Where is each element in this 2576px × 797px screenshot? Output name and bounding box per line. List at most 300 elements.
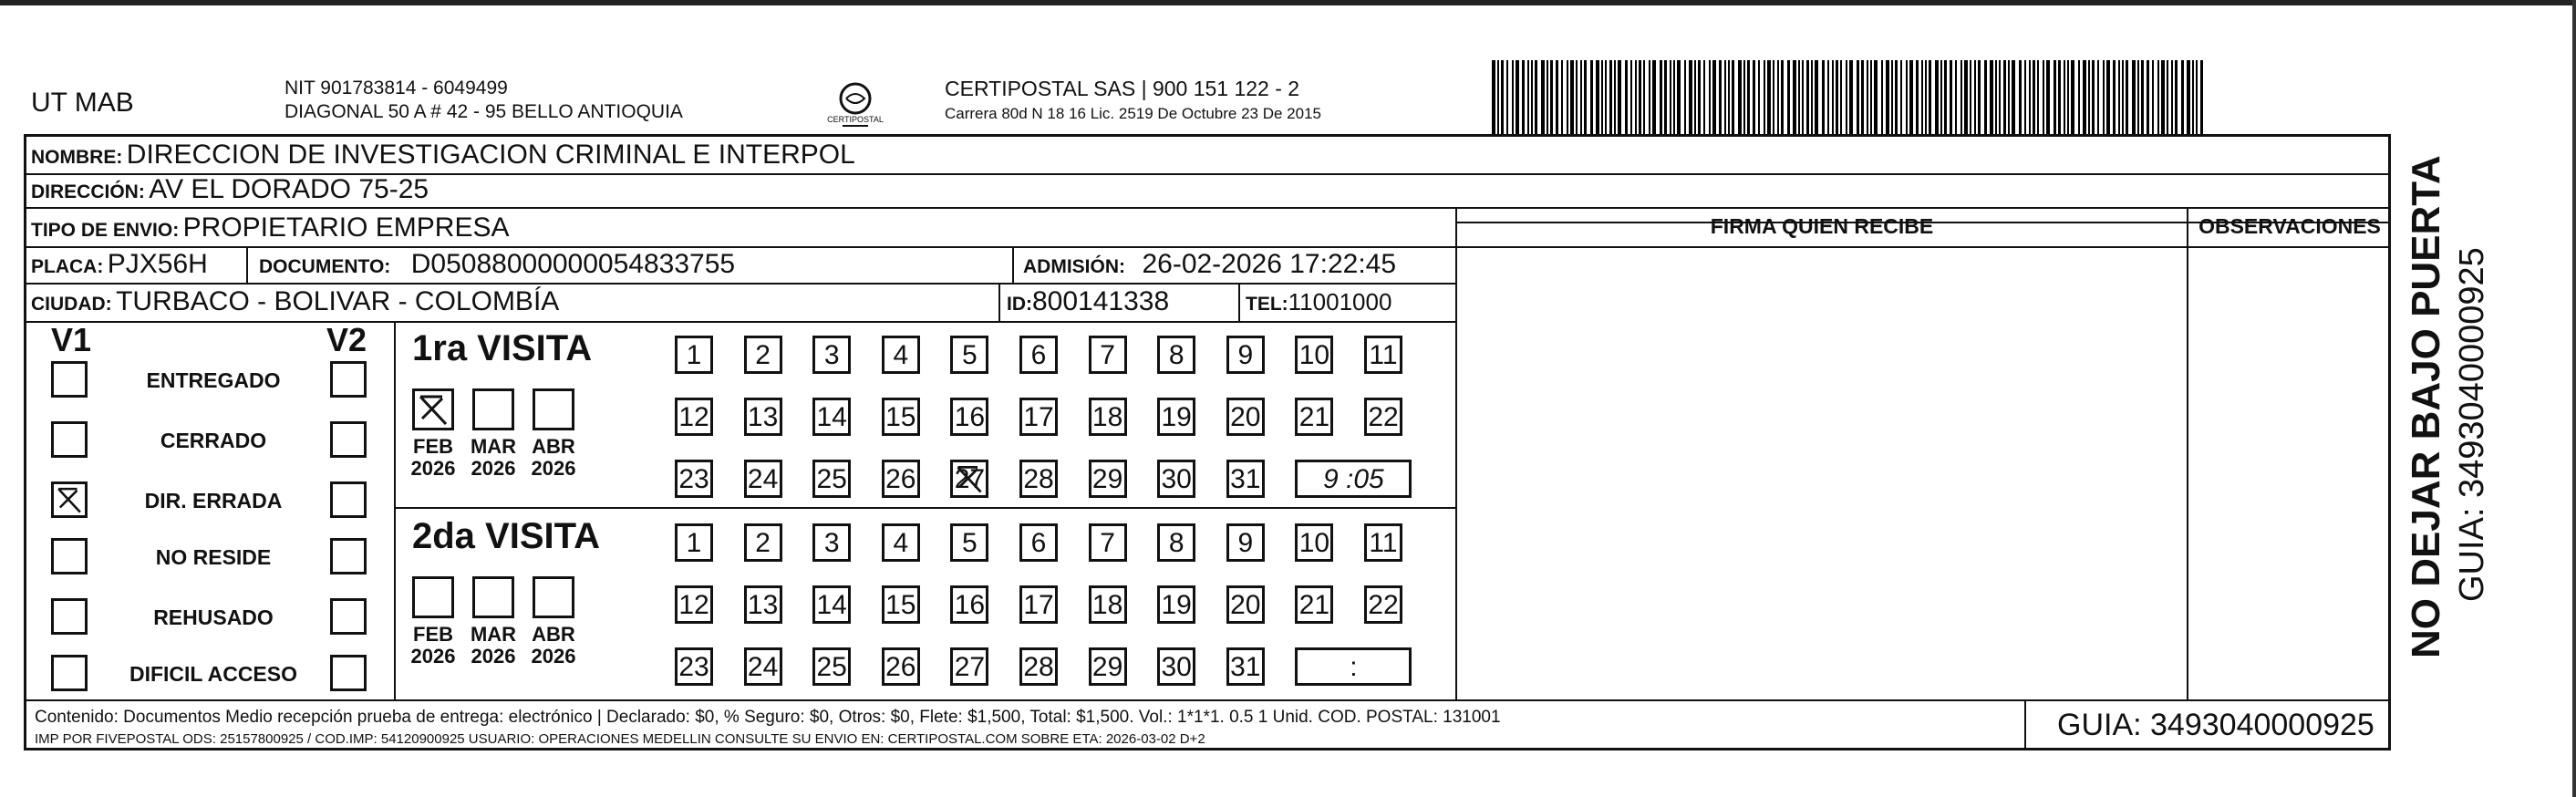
barcode-bar: [2192, 60, 2194, 137]
v2-header: V2: [326, 321, 367, 358]
barcode-bar: [2187, 60, 2190, 137]
barcode-bar: [1497, 60, 1499, 137]
time-box[interactable]: 9 :05: [1295, 460, 1412, 498]
day-box[interactable]: 23: [675, 460, 713, 498]
barcode-bar: [2147, 60, 2149, 137]
day-box[interactable]: 2: [744, 523, 782, 562]
month-label: [461, 624, 525, 668]
month-year: 2026: [471, 457, 516, 480]
day-box[interactable]: 12: [675, 585, 713, 624]
barcode-bar: [1798, 60, 1800, 137]
day-box[interactable]: 15: [882, 398, 920, 436]
day-box[interactable]: 7: [1089, 523, 1127, 562]
day-box[interactable]: 4: [882, 523, 920, 562]
day-box[interactable]: 17: [1019, 585, 1058, 624]
barcode-bar: [1743, 60, 1745, 137]
barcode-bar: [1630, 60, 1632, 137]
time-box[interactable]: :: [1295, 647, 1412, 686]
placa-value: PJX56H: [107, 249, 208, 279]
barcode-bar: [1950, 60, 1952, 137]
status-v2-checkbox[interactable]: [330, 598, 367, 635]
barcode-bar: [2029, 60, 2031, 137]
scan-edge-right: [2572, 0, 2576, 797]
status-label: CERRADO: [160, 429, 267, 452]
day-box[interactable]: 5: [950, 336, 988, 374]
barcode-bar: [1492, 60, 1495, 137]
tel-cell: [1246, 285, 1391, 323]
barcode-bar: [2126, 60, 2128, 137]
month-name: MAR: [470, 623, 517, 646]
status-label: ENTREGADO: [146, 368, 281, 392]
day-box[interactable]: 25: [812, 647, 851, 686]
barcode-bar: [1670, 60, 1671, 137]
barcode-bar: [1547, 60, 1548, 137]
status-v2-checkbox[interactable]: [330, 538, 367, 574]
day-box[interactable]: 4: [882, 336, 920, 374]
barcode-bar: [1974, 60, 1976, 137]
barcode-bar: [2003, 60, 2006, 137]
barcode-bar: [1728, 60, 1730, 137]
barcode-bar: [1635, 60, 1637, 137]
direccion-label: DIRECCIÓN:: [31, 181, 145, 202]
barcode-bar: [1764, 60, 1765, 137]
month-name: MAR: [470, 435, 517, 458]
barcode-bar: [1527, 60, 1529, 137]
day-box[interactable]: 22: [1364, 585, 1402, 624]
admision-label: ADMISIÓN:: [1023, 256, 1125, 277]
barcode-bar: [1712, 60, 1716, 137]
barcode-bar: [1935, 60, 1939, 137]
barcode-bar: [1512, 60, 1514, 137]
barcode-bar: [2118, 60, 2120, 137]
direccion-row: [31, 173, 429, 211]
status-v1-checkbox[interactable]: [51, 598, 88, 635]
barcode-bar: [1777, 60, 1779, 137]
scan-edge-top: [0, 0, 2576, 5]
barcode-bar: [2097, 60, 2099, 137]
barcode-bar: [2046, 60, 2050, 137]
month-checkbox[interactable]: [412, 576, 454, 618]
placa-cell: [31, 248, 208, 285]
barcode-bar: [1506, 60, 1508, 137]
barcode-bar: [1664, 60, 1667, 137]
barcode-bar: [1522, 60, 1525, 137]
footer-guia: GUIA: 3493040000925: [2057, 708, 2374, 742]
barcode-bar: [2196, 60, 2198, 137]
id-label: ID:: [1007, 294, 1032, 315]
barcode-bar: [1689, 60, 1692, 137]
day-box[interactable]: 28: [1019, 460, 1058, 498]
month-label: [401, 624, 465, 668]
barcode-bar: [1815, 60, 1818, 137]
day-box[interactable]: 9: [1226, 523, 1265, 562]
logo-text: CERTIPOSTAL: [827, 115, 884, 124]
barcode-bar: [1999, 60, 2001, 137]
barcode-bar: [1857, 60, 1859, 137]
documento-cell: [259, 248, 735, 285]
barcode-bar: [1984, 60, 1987, 137]
day-box[interactable]: 19: [1157, 398, 1195, 436]
barcode-bar: [1758, 60, 1760, 137]
day-box[interactable]: 11: [1364, 336, 1402, 374]
day-box[interactable]: 26: [882, 647, 920, 686]
barcode-bar: [1916, 60, 1919, 137]
sender-nit: NIT 901783814 - 6049499: [284, 78, 508, 98]
admision-value: 26-02-2026 17:22:45: [1142, 249, 1397, 279]
day-box[interactable]: 3: [812, 523, 851, 562]
barcode-bar: [2012, 60, 2015, 137]
barcode-bar: [1990, 60, 1993, 137]
barcode-bar: [1601, 60, 1603, 137]
barcode-bar: [1861, 60, 1864, 137]
barcode-bar: [1535, 60, 1537, 137]
day-box[interactable]: 22: [1364, 398, 1402, 436]
barcode-bar: [1732, 60, 1734, 137]
month-name: ABR: [532, 435, 575, 458]
admision-cell: [1023, 248, 1396, 285]
barcode-bar: [1970, 60, 1971, 137]
barcode-bar: [2171, 60, 2173, 137]
barcode-bar: [2043, 60, 2044, 137]
barcode-bar: [1909, 60, 1913, 137]
barcode-bar: [1618, 60, 1621, 137]
day-box[interactable]: 23: [675, 647, 713, 686]
barcode-bar: [1822, 60, 1825, 137]
barcode-bar: [1596, 60, 1599, 137]
barcode-bar: [1787, 60, 1790, 137]
barcode-bar: [1561, 60, 1563, 137]
barcode-bar: [2122, 60, 2124, 137]
day-box[interactable]: 27: [950, 647, 988, 686]
status-label: REHUSADO: [153, 606, 274, 629]
barcode-bar: [2037, 60, 2039, 137]
status-label: DIFICIL ACCESO: [129, 662, 297, 686]
nombre-row: [31, 139, 855, 176]
status-label: DIR. ERRADA: [144, 489, 283, 512]
sender-address: DIAGONAL 50 A # 42 - 95 BELLO ANTIOQUIA: [284, 101, 683, 122]
day-box[interactable]: 14: [812, 398, 851, 436]
barcode-bar: [1677, 60, 1681, 137]
barcode-bar: [2071, 60, 2074, 137]
status-label: NO RESIDE: [155, 545, 272, 569]
barcode-bar: [1840, 60, 1842, 137]
day-box[interactable]: 1: [675, 523, 713, 562]
barcode-bar: [1806, 60, 1809, 137]
carrier-name: CERTIPOSTAL SAS | 900 151 122 - 2: [945, 77, 1300, 100]
barcode-bar: [1849, 60, 1853, 137]
day-box[interactable]: 5: [950, 523, 988, 562]
barcode-bar: [2161, 60, 2165, 137]
day-box[interactable]: 3: [812, 336, 851, 374]
day-box[interactable]: 2: [744, 336, 782, 374]
barcode-bar: [1906, 60, 1908, 137]
barcode-bar: [2137, 60, 2139, 137]
day-box[interactable]: 17: [1019, 398, 1058, 436]
barcode: [1492, 60, 2221, 137]
month-year: 2026: [410, 457, 456, 480]
status-v1-checkbox[interactable]: [51, 481, 88, 518]
barcode-bar: [1836, 60, 1838, 137]
tipo-envio-value: PROPIETARIO EMPRESA: [182, 212, 510, 243]
barcode-bar: [2175, 60, 2178, 137]
month-checkbox[interactable]: [412, 388, 454, 430]
barcode-bar: [1811, 60, 1813, 137]
barcode-bar: [1501, 60, 1504, 137]
barcode-bar: [1684, 60, 1686, 137]
barcode-bar: [1978, 60, 1981, 137]
documento-label: DOCUMENTO:: [259, 256, 391, 277]
v1-header: V1: [51, 321, 92, 358]
barcode-bar: [1709, 60, 1711, 137]
barcode-bar: [1891, 60, 1893, 137]
firma-header: FIRMA QUIEN RECIBE: [1710, 214, 1934, 238]
barcode-bar: [1781, 60, 1784, 137]
barcode-bar: [2141, 60, 2144, 137]
barcode-bar: [1995, 60, 1997, 137]
tipo-envio-label: TIPO DE ENVIO:: [31, 220, 180, 241]
nombre-value: DIRECCION DE INVESTIGACION CRIMINAL E INTERPOL: [126, 140, 855, 170]
barcode-bar: [2113, 60, 2116, 137]
barcode-bar: [1867, 60, 1868, 137]
barcode-bar: [1955, 60, 1957, 137]
id-value: 800141338: [1032, 286, 1170, 316]
month-checkbox[interactable]: [533, 388, 574, 430]
barcode-bar: [2092, 60, 2095, 137]
barcode-bar: [2054, 60, 2056, 137]
day-box[interactable]: 28: [1019, 647, 1058, 686]
month-label: [522, 436, 585, 480]
day-box[interactable]: 20: [1226, 398, 1265, 436]
barcode-bar: [1846, 60, 1847, 137]
certipostal-logo-icon: [828, 78, 883, 133]
status-v1-checkbox[interactable]: [51, 538, 88, 574]
barcode-bar: [1881, 60, 1883, 137]
visit-title: 1ra VISITA: [412, 328, 593, 368]
barcode-bar: [2152, 60, 2154, 137]
day-box[interactable]: 7: [1089, 336, 1127, 374]
barcode-bar: [1870, 60, 1872, 137]
visit-title: 2da VISITA: [412, 516, 600, 556]
status-v2-checkbox[interactable]: [330, 655, 367, 691]
barcode-bar: [2024, 60, 2026, 137]
ciudad-cell: [31, 285, 559, 323]
day-box[interactable]: 30: [1157, 647, 1195, 686]
barcode-bar: [1614, 60, 1616, 137]
barcode-bar: [1921, 60, 1923, 137]
day-box[interactable]: 31: [1226, 647, 1265, 686]
month-year: 2026: [531, 645, 576, 668]
day-box[interactable]: 30: [1157, 460, 1195, 498]
barcode-bar: [2088, 60, 2090, 137]
barcode-bar: [1944, 60, 1947, 137]
barcode-bar: [1516, 60, 1519, 137]
barcode-bar: [1925, 60, 1927, 137]
sender-name: UT MAB: [31, 88, 134, 118]
day-box[interactable]: 16: [950, 585, 988, 624]
placa-label: PLACA:: [31, 256, 104, 277]
barcode-bar: [1874, 60, 1878, 137]
barcode-bar: [1605, 60, 1607, 137]
month-checkbox[interactable]: [472, 576, 514, 618]
status-v2-checkbox[interactable]: [330, 361, 367, 398]
barcode-bar: [1643, 60, 1645, 137]
month-year: 2026: [531, 457, 576, 480]
barcode-bar: [1590, 60, 1593, 137]
barcode-bar: [1773, 60, 1774, 137]
status-v2-checkbox[interactable]: [330, 421, 367, 458]
barcode-bar: [2106, 60, 2110, 137]
barcode-bar: [1639, 60, 1641, 137]
day-box[interactable]: 29: [1089, 460, 1127, 498]
day-box[interactable]: 10: [1295, 523, 1333, 562]
month-label: [461, 436, 525, 480]
month-year: 2026: [410, 645, 456, 668]
status-v2-checkbox[interactable]: [330, 481, 367, 518]
barcode-bar: [1584, 60, 1587, 137]
barcode-bar: [1793, 60, 1796, 137]
barcode-bar: [1929, 60, 1931, 137]
direccion-value: AV EL DORADO 75-25: [149, 174, 429, 204]
barcode-bar: [1724, 60, 1726, 137]
month-checkbox[interactable]: [533, 576, 574, 618]
day-box[interactable]: 9: [1226, 336, 1265, 374]
barcode-bar: [1580, 60, 1582, 137]
day-box[interactable]: 27: [950, 460, 988, 498]
barcode-bar: [1694, 60, 1696, 137]
footer-print-info: IMP POR FIVEPOSTAL ODS: 25157800925 / COD.IMP: 54120900925 USUARIO: OPERACIONES MEDELLIN CONSULTE SU ENVIO EN: CERTIPOSTAL.COM SOBRE ETA: 2026-03-02 D+2: [35, 731, 1205, 747]
barcode-bar: [1886, 60, 1889, 137]
barcode-bar: [2181, 60, 2184, 137]
status-v1-checkbox[interactable]: [51, 421, 88, 458]
barcode-bar: [1531, 60, 1533, 137]
day-box[interactable]: 1: [675, 336, 713, 374]
barcode-bar: [1625, 60, 1628, 137]
month-name: FEB: [413, 435, 453, 458]
barcode-bar: [2083, 60, 2086, 137]
barcode-bar: [2078, 60, 2080, 137]
handwritten-check-icon: [415, 391, 451, 428]
day-box[interactable]: 14: [812, 585, 851, 624]
barcode-bar: [2200, 60, 2203, 137]
barcode-bar: [1698, 60, 1701, 137]
barcode-bar: [1541, 60, 1545, 137]
status-v1-checkbox[interactable]: [51, 655, 88, 691]
side-warning: NO DEJAR BAJO PUERTA: [2404, 155, 2448, 658]
barcode-bar: [1660, 60, 1662, 137]
month-label: [401, 436, 465, 480]
ciudad-label: CIUDAD:: [31, 294, 112, 315]
barcode-bar: [1556, 60, 1558, 137]
tipo-envio-row: [31, 212, 510, 249]
barcode-bar: [2008, 60, 2010, 137]
day-box[interactable]: 24: [744, 647, 782, 686]
day-box[interactable]: 13: [744, 585, 782, 624]
ciudad-value: TURBACO - BOLIVAR - COLOMBÍA: [116, 286, 560, 316]
barcode-bar: [1703, 60, 1705, 137]
day-box[interactable]: 31: [1226, 460, 1265, 498]
carrier-license: Carrera 80d N 18 16 Lic. 2519 De Octubre 23 De 2015: [945, 105, 1321, 122]
side-guia: GUIA: 3493040000925: [2453, 247, 2491, 602]
day-box[interactable]: 18: [1089, 398, 1127, 436]
barcode-bar: [1964, 60, 1968, 137]
barcode-bar: [2058, 60, 2061, 137]
handwritten-check-icon: [54, 484, 85, 515]
day-box[interactable]: 8: [1157, 523, 1195, 562]
day-box[interactable]: 8: [1157, 336, 1195, 374]
tel-value: 11001000: [1288, 288, 1392, 316]
barcode-bar: [1747, 60, 1750, 137]
barcode-bar: [1649, 60, 1650, 137]
barcode-bar: [1832, 60, 1834, 137]
day-box[interactable]: 20: [1226, 585, 1265, 624]
day-box[interactable]: 19: [1157, 585, 1195, 624]
barcode-bar: [1827, 60, 1829, 137]
barcode-bar: [2167, 60, 2168, 137]
barcode-bar: [2033, 60, 2035, 137]
footer-contents: Contenido: Documentos Medio recepción prueba de entrega: electrónico | Declarado: $0, % Seguro: $0, Otros: $0, Flete: $1,500, Total: $1,500. Vol.: 1*1*1. 0.5 1 Unid. COD. POSTAL: 131001: [35, 708, 1501, 727]
barcode-bar: [1673, 60, 1675, 137]
barcode-bar: [2019, 60, 2022, 137]
barcode-bar: [1550, 60, 1553, 137]
month-checkbox[interactable]: [472, 388, 514, 430]
day-box[interactable]: 25: [812, 460, 851, 498]
barcode-bar: [1567, 60, 1568, 137]
barcode-bar: [2157, 60, 2159, 137]
month-name: FEB: [413, 623, 453, 646]
day-box[interactable]: 18: [1089, 585, 1127, 624]
barcode-bar: [1960, 60, 1962, 137]
barcode-bar: [1900, 60, 1902, 137]
status-v1-checkbox[interactable]: [51, 361, 88, 398]
day-box[interactable]: 29: [1089, 647, 1127, 686]
barcode-bar: [1767, 60, 1771, 137]
month-year: 2026: [471, 645, 516, 668]
barcode-bar: [2103, 60, 2105, 137]
day-box[interactable]: 6: [1019, 523, 1058, 562]
barcode-bar: [1652, 60, 1656, 137]
day-box[interactable]: 11: [1364, 523, 1402, 562]
day-box[interactable]: 10: [1295, 336, 1333, 374]
observaciones-header: OBSERVACIONES: [2198, 214, 2381, 238]
barcode-bar: [1895, 60, 1898, 137]
day-box[interactable]: 16: [950, 398, 988, 436]
day-box[interactable]: 12: [675, 398, 713, 436]
barcode-bar: [1719, 60, 1722, 137]
documento-value: D05088000000054833755: [410, 249, 736, 279]
day-box[interactable]: 15: [882, 585, 920, 624]
barcode-bar: [1609, 60, 1612, 137]
barcode-bar: [2064, 60, 2065, 137]
barcode-bar: [1576, 60, 1578, 137]
day-box[interactable]: 21: [1295, 398, 1333, 436]
day-box[interactable]: 13: [744, 398, 782, 436]
tel-label: TEL:: [1246, 294, 1288, 315]
barcode-bar: [2067, 60, 2069, 137]
month-name: ABR: [532, 623, 575, 646]
day-box[interactable]: 21: [1295, 585, 1333, 624]
nombre-label: NOMBRE:: [31, 147, 123, 168]
day-box[interactable]: 6: [1019, 336, 1058, 374]
barcode-bar: [1738, 60, 1742, 137]
barcode-bar: [1802, 60, 1804, 137]
barcode-bar: [1940, 60, 1942, 137]
barcode-bar: [1753, 60, 1755, 137]
handwritten-check-icon: [953, 462, 986, 495]
day-box[interactable]: 26: [882, 460, 920, 498]
day-box[interactable]: 24: [744, 460, 782, 498]
id-cell: [1007, 285, 1169, 323]
month-label: [522, 624, 585, 668]
